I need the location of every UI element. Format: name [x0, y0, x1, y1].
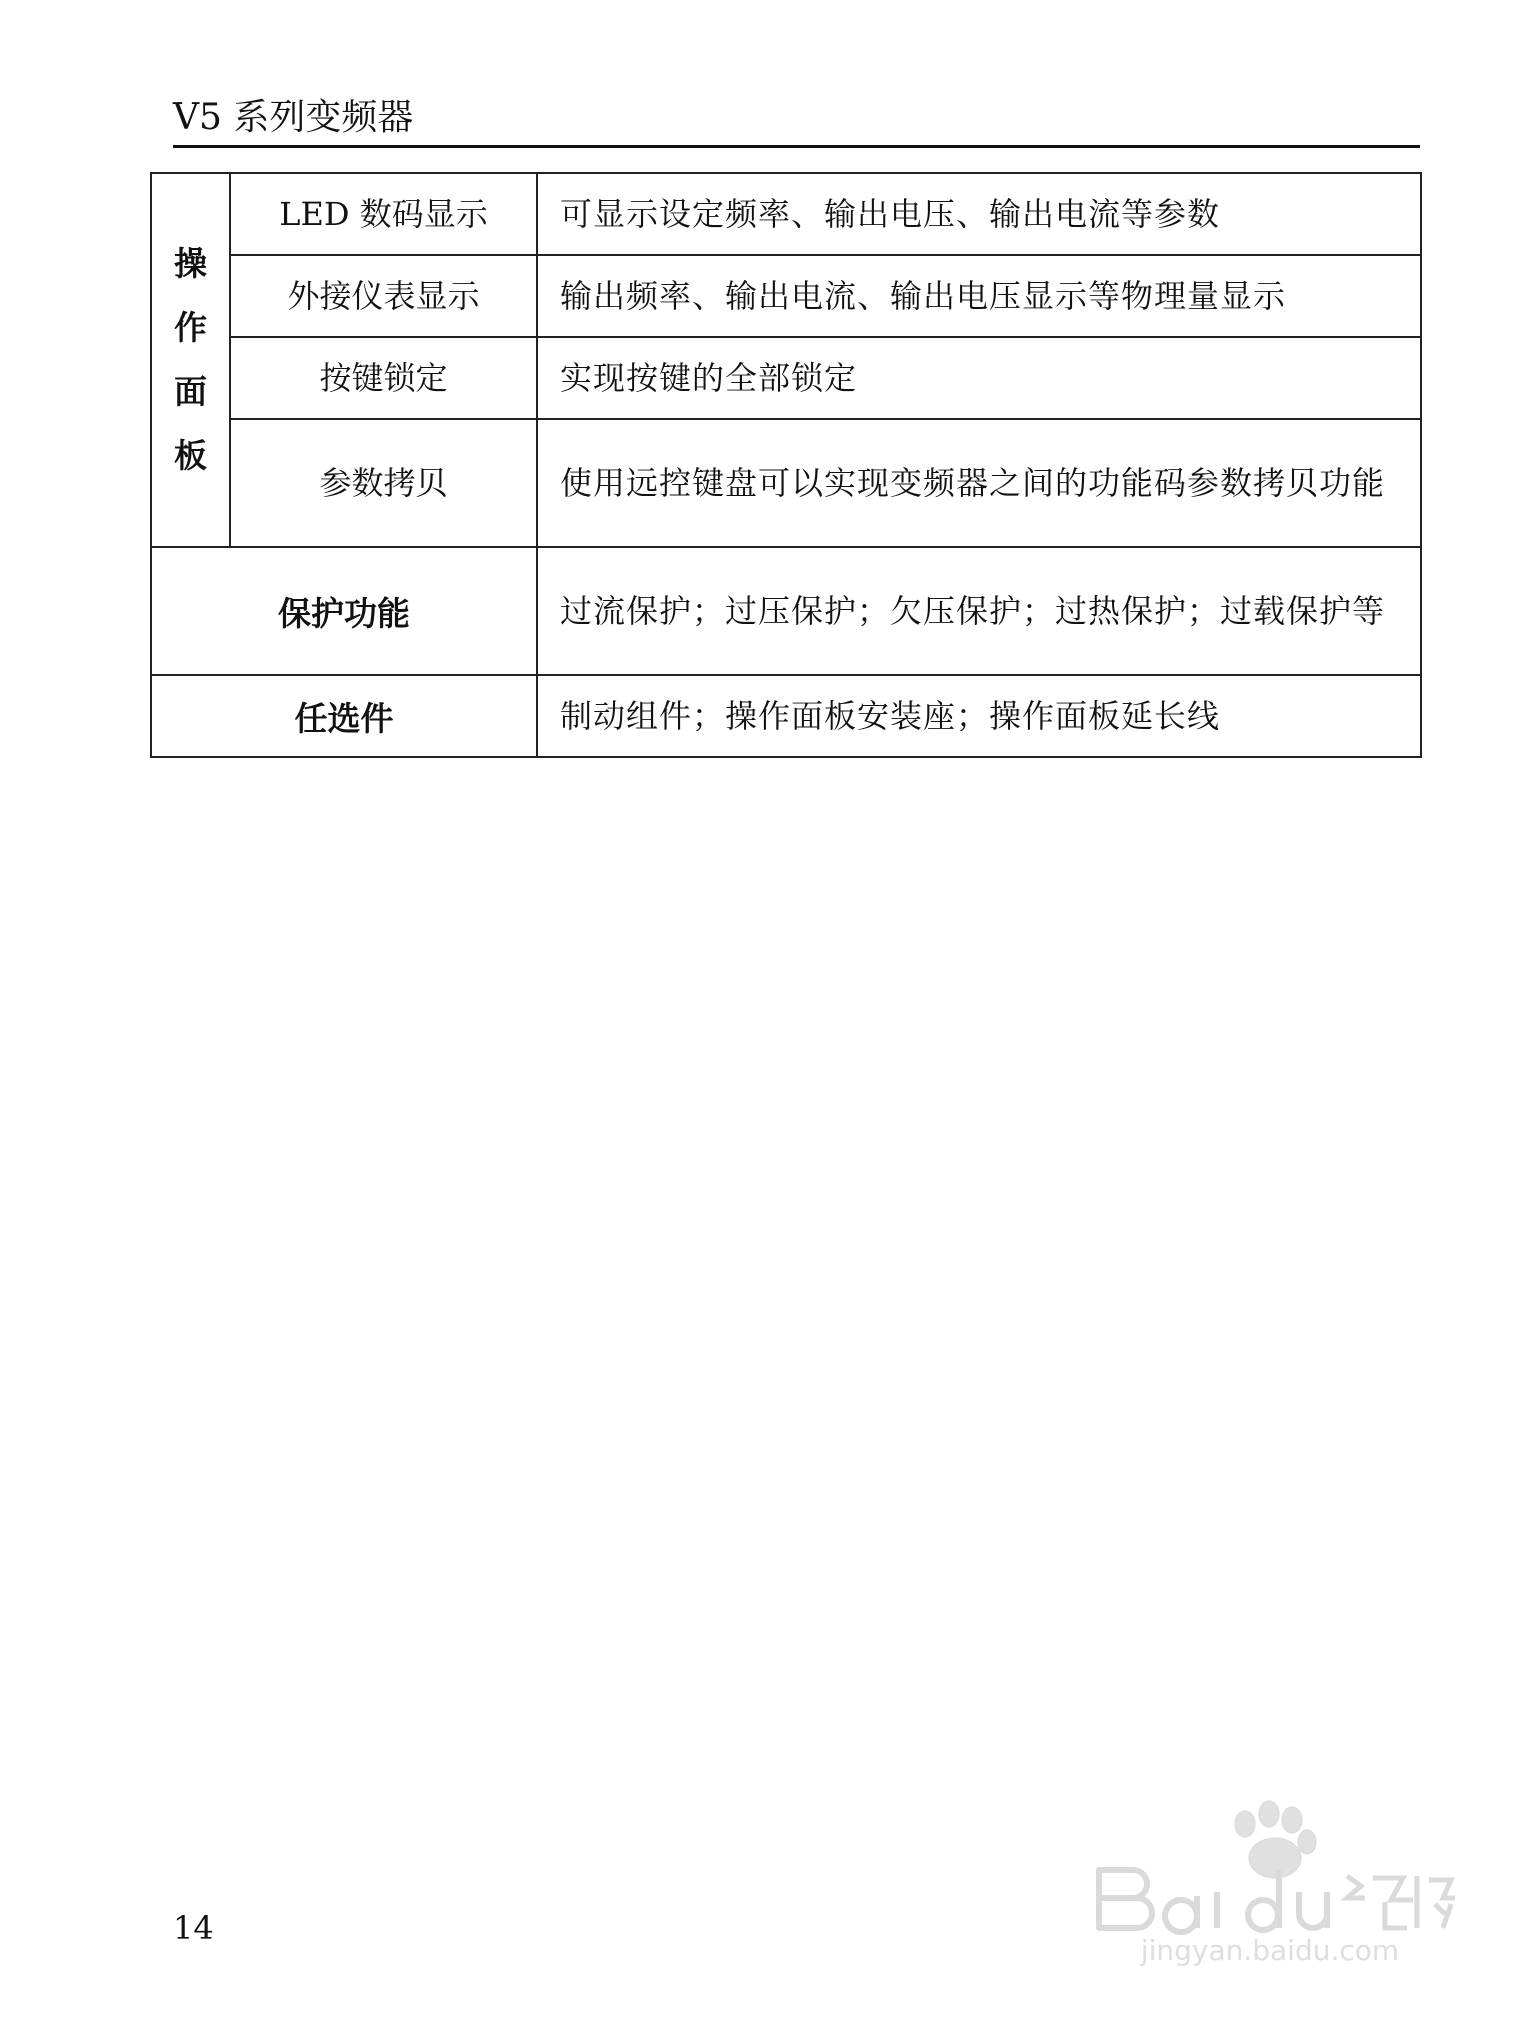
group-char: 面	[174, 372, 207, 411]
page-header-title: V5 系列变频器	[173, 97, 414, 138]
desc-cell: 可显示设定频率、输出电压、输出电流等参数	[537, 173, 1421, 255]
item-cell: 按键锁定	[230, 337, 537, 419]
group-char: 板	[174, 436, 207, 475]
protection-desc: 过流保护；过压保护；欠压保护；过热保护；过载保护等	[537, 547, 1421, 675]
options-label: 任选件	[151, 675, 537, 757]
desc-cell: 使用远控键盘可以实现变频器之间的功能码参数拷贝功能	[537, 419, 1421, 547]
spec-table	[150, 172, 1422, 758]
item-cell: LED 数码显示	[230, 173, 537, 255]
page-number: 14	[173, 1909, 214, 1947]
item-cell: 参数拷贝	[230, 419, 537, 547]
baidu-watermark-logo	[1085, 1800, 1455, 1970]
group-char: 作	[174, 308, 207, 347]
table-row	[151, 419, 1421, 547]
item-cell: 外接仪表显示	[230, 255, 537, 337]
desc-cell: 实现按键的全部锁定	[537, 337, 1421, 419]
protection-label: 保护功能	[151, 547, 537, 675]
watermark-url: jingyan.baidu.com	[1140, 1934, 1400, 1967]
group-char: 操	[174, 244, 207, 283]
panel-group-label	[151, 173, 230, 547]
table-row	[151, 337, 1421, 419]
desc-cell: 输出频率、输出电流、输出电压显示等物理量显示	[537, 255, 1421, 337]
table-row	[151, 173, 1421, 255]
table-row	[151, 547, 1421, 675]
table-row	[151, 675, 1421, 757]
table-row	[151, 255, 1421, 337]
options-desc: 制动组件；操作面板安装座；操作面板延长线	[537, 675, 1421, 757]
header-rule	[173, 145, 1420, 148]
